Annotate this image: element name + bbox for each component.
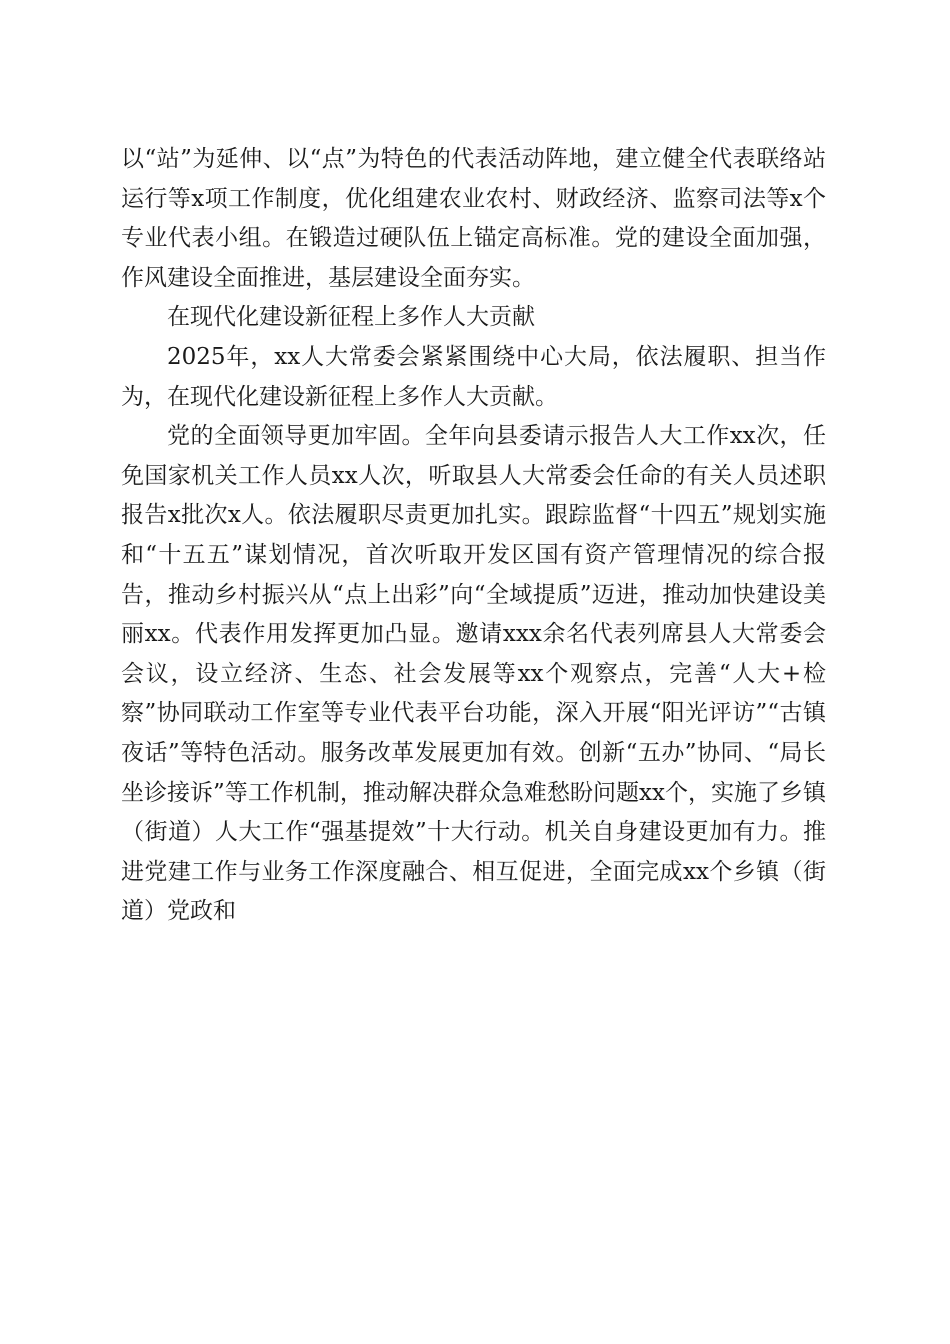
paragraph-intro: 2025年，xx人大常委会紧紧围绕中心大局，依法履职、担当作为，在现代化建设新征程上多作人大贡献。 [121, 343, 826, 410]
document-body [121, 140, 826, 932]
section-heading: 在现代化建设新征程上多作人大贡献 [167, 304, 535, 331]
paragraph-achievements: 党的全面领导更加牢固。全年向县委请示报告人大工作xx次，任免国家机关工作人员xx人次，听取县人大常委会任命的有关人员述职报告x批次x人。依法履职尽责更加扎实。跟踪监督“十四五”规划实施和“十五五”谋划情况，首次听取开发区国有资产管理情况的综合报告，推动乡村振兴从“点上出彩”向“全域提质”迈进，推动加快建设美丽xx。代表作用发挥更加凸显。邀请xxx余名代表列席县人大常委会会议，设立经济、生态、社会发展等xx个观察点，完善“人大+检察”协同联动工作室等专业代表平台功能，深入开展“阳光评访”“古镇夜话”等特色活动。服务改革发展更加有效。创新“五办”协同、“局长坐诊接诉”等工作机制，推动解决群众急难愁盼问题xx个，实施了乡镇（街道）人大工作“强基提效”十大行动。机关自身建设更加有力。推进党建工作与业务工作深度融合、相互促进，全面完成xx个乡镇（街道）党政和 [121, 423, 826, 925]
paragraph-continuation: 以“站”为延伸、以“点”为特色的代表活动阵地，建立健全代表联络站运行等x项工作制度，优化组建农业农村、财政经济、监察司法等x个专业代表小组。在锻造过硬队伍上锚定高标准。党的建设全面加强，作风建设全面推进，基层建设全面夯实。 [121, 146, 826, 291]
